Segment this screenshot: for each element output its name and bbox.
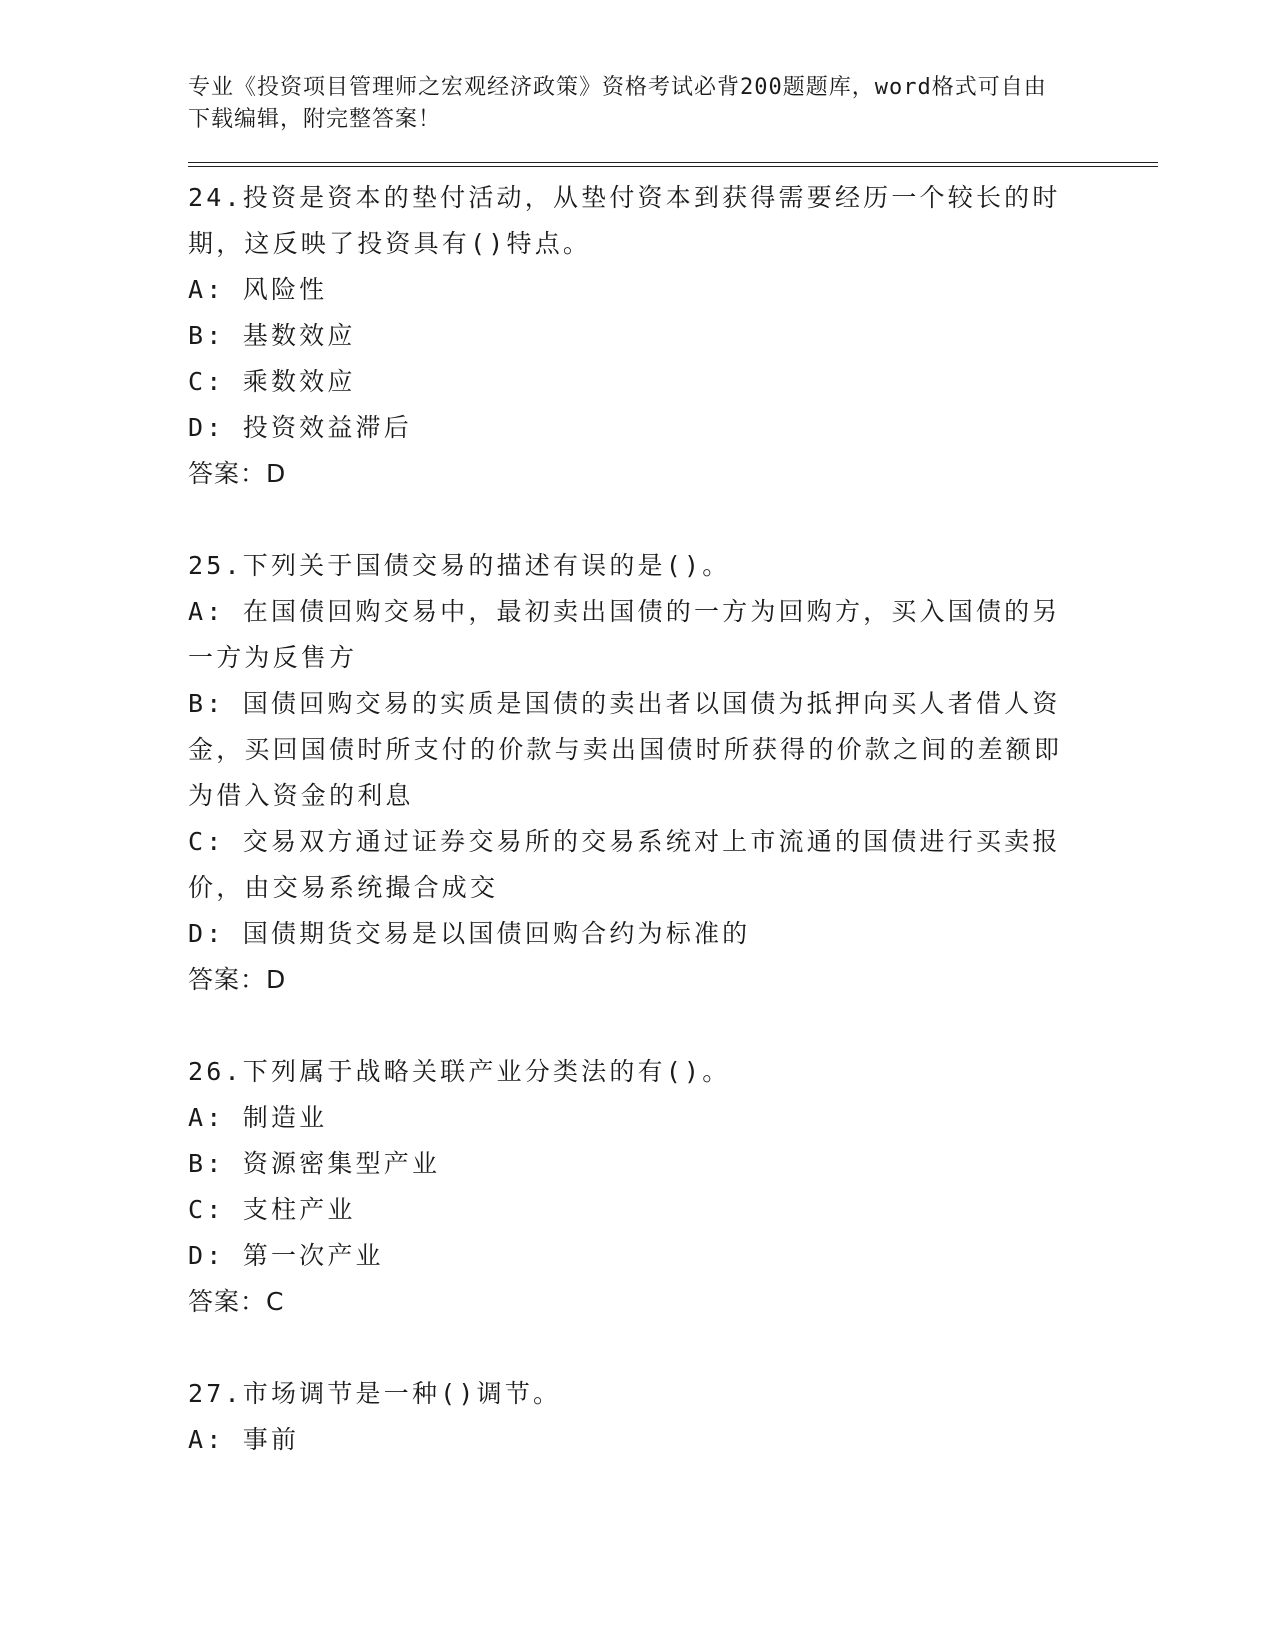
- question-gap: [188, 1003, 1158, 1049]
- option-a: A: 风险性: [188, 275, 328, 304]
- question-24: [188, 175, 1158, 497]
- option-b: B: 国债回购交易的实质是国债的卖出者以国债为抵押向买人者借人资金，买回国债时所支付的价款与卖出国债时所获得的价款之间的差额即为借入资金的利息: [188, 689, 1063, 810]
- document-page: [188, 72, 1158, 1463]
- option-a: A: 事前: [188, 1425, 300, 1454]
- option-a: A: 制造业: [188, 1103, 328, 1132]
- option-b: B: 资源密集型产业: [188, 1149, 441, 1178]
- option-d: D: 第一次产业: [188, 1241, 384, 1270]
- option-b: B: 基数效应: [188, 321, 356, 350]
- question-27: [188, 1371, 1158, 1463]
- question-26: [188, 1049, 1158, 1325]
- header-divider: [188, 162, 1158, 167]
- question-stem: 24.投资是资本的垫付活动，从垫付资本到获得需要经历一个较长的时期，这反映了投资具有()特点。: [188, 183, 1061, 258]
- answer-line: 答案：D: [188, 459, 287, 488]
- question-stem: 26.下列属于战略关联产业分类法的有()。: [188, 1057, 731, 1086]
- option-d: D: 国债期货交易是以国债回购合约为标准的: [188, 919, 751, 948]
- option-c: C: 乘数效应: [188, 367, 356, 396]
- question-stem: 27.市场调节是一种()调节。: [188, 1379, 562, 1408]
- document-header: 专业《投资项目管理师之宏观经济政策》资格考试必背200题题库，word格式可自由下载编辑，附完整答案！: [188, 75, 1047, 132]
- question-gap: [188, 497, 1158, 543]
- option-a: A: 在国债回购交易中，最初卖出国债的一方为回购方，买入国债的另一方为反售方: [188, 597, 1061, 672]
- answer-line: 答案：D: [188, 965, 287, 994]
- answer-line: 答案：C: [188, 1287, 285, 1316]
- question-gap: [188, 1325, 1158, 1371]
- option-c: C: 支柱产业: [188, 1195, 356, 1224]
- question-list: [188, 175, 1158, 1463]
- option-d: D: 投资效益滞后: [188, 413, 412, 442]
- question-stem: 25.下列关于国债交易的描述有误的是()。: [188, 551, 731, 580]
- question-25: [188, 543, 1158, 1003]
- option-c: C: 交易双方通过证券交易所的交易系统对上市流通的国债进行买卖报价，由交易系统撮合成交: [188, 827, 1061, 902]
